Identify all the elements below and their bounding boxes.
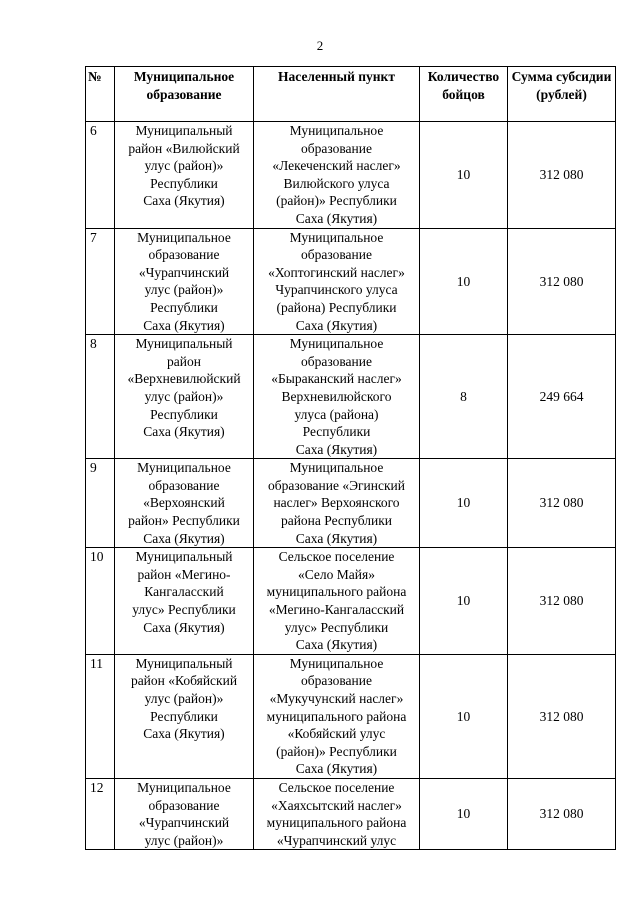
- settlement-cell: Муниципальное образование «Хоптогинский наслег» Чурапчинского улуса (района) Республики Саха (Якутия): [254, 228, 420, 335]
- table-header: [86, 67, 616, 122]
- settlement-cell: Сельское поселение «Село Майя» муниципального района «Мегино-Кангаласский улус» Республики Саха (Якутия): [254, 548, 420, 655]
- municipality-cell: Муниципальное образование «Чурапчинский улус (район)» Республики Саха (Якутия): [115, 228, 254, 335]
- header-row: [86, 67, 616, 122]
- header-fighters: Количество бойцов: [420, 67, 508, 122]
- fighters-cell: 10: [420, 459, 508, 548]
- settlement-cell: Муниципальное образование «Быраканский наслег» Верхневилюйского улуса (района) Республики Саха (Якутия): [254, 335, 420, 459]
- subsidy-cell: 312 080: [508, 228, 616, 335]
- row-number: 11: [86, 654, 115, 778]
- header-settlement: Населенный пункт: [254, 67, 420, 122]
- subsidy-cell: 312 080: [508, 548, 616, 655]
- municipality-cell: Муниципальный район «Верхневилюйский улус (район)» Республики Саха (Якутия): [115, 335, 254, 459]
- table-row: [86, 778, 616, 849]
- subsidy-cell: 249 664: [508, 335, 616, 459]
- fighters-cell: 10: [420, 778, 508, 849]
- header-number: №: [86, 67, 115, 122]
- row-number: 9: [86, 459, 115, 548]
- row-number: 7: [86, 228, 115, 335]
- settlement-cell: Муниципальное образование «Эгинский наслег» Верхоянского района Республики Саха (Якутия): [254, 459, 420, 548]
- row-number: 6: [86, 122, 115, 229]
- row-number: 8: [86, 335, 115, 459]
- row-number: 10: [86, 548, 115, 655]
- municipality-cell: Муниципальный район «Кобяйский улус (район)» Республики Саха (Якутия): [115, 654, 254, 778]
- subsidy-cell: 312 080: [508, 459, 616, 548]
- header-municipality: Муниципальное образование: [115, 67, 254, 122]
- page-number: 2: [316, 38, 324, 53]
- fighters-cell: 10: [420, 654, 508, 778]
- municipality-cell: Муниципальный район «Вилюйский улус (район)» Республики Саха (Якутия): [115, 122, 254, 229]
- table-row: [86, 548, 616, 655]
- settlement-cell: Сельское поселение «Хаяхсытский наслег» муниципального района «Чурапчинский улус: [254, 778, 420, 849]
- table-row: [86, 654, 616, 778]
- fighters-cell: 8: [420, 335, 508, 459]
- header-subsidy: Сумма субсидии (рублей): [508, 67, 616, 122]
- settlement-cell: Муниципальное образование «Лекеченский наслег» Вилюйского улуса (район)» Республики Саха (Якутия): [254, 122, 420, 229]
- settlement-cell: Муниципальное образование «Мукучунский наслег» муниципального района «Кобяйский улус (район)» Республики Саха (Якутия): [254, 654, 420, 778]
- municipality-cell: Муниципальный район «Мегино- Кангаласский улус» Республики Саха (Якутия): [115, 548, 254, 655]
- subsidy-table: [85, 66, 616, 850]
- table-row: [86, 335, 616, 459]
- subsidy-cell: 312 080: [508, 654, 616, 778]
- table-body: [86, 122, 616, 850]
- municipality-cell: Муниципальное образование «Верхоянский район» Республики Саха (Якутия): [115, 459, 254, 548]
- row-number: 12: [86, 778, 115, 849]
- subsidy-cell: 312 080: [508, 778, 616, 849]
- table-row: [86, 459, 616, 548]
- fighters-cell: 10: [420, 122, 508, 229]
- fighters-cell: 10: [420, 228, 508, 335]
- table-row: [86, 228, 616, 335]
- table-row: [86, 122, 616, 229]
- fighters-cell: 10: [420, 548, 508, 655]
- municipality-cell: Муниципальное образование «Чурапчинский улус (район)»: [115, 778, 254, 849]
- subsidy-cell: 312 080: [508, 122, 616, 229]
